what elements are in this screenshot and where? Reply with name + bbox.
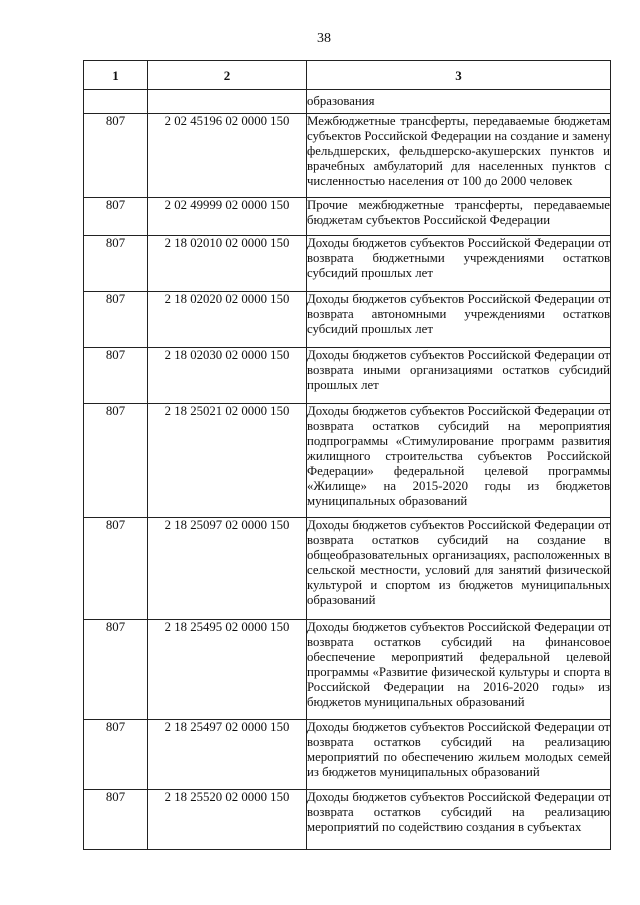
budget-code-cell: 2 18 25021 02 0000 150 <box>148 404 307 518</box>
revenue-name-cell: Доходы бюджетов субъектов Российской Федерации от возврата остатков субсидий на мероприятия подпрограммы «Стимулирование программ развития жилищного строительства субъектов Российской Федерации» федеральной целевой программы «Жилище» на 2015-2020 годы из бюджетов муниципальных образований <box>307 404 611 518</box>
revenue-name-cell: Доходы бюджетов субъектов Российской Федерации от возврата остатков субсидий на финансовое обеспечение мероприятий федеральной целевой программы «Развитие физической культуры и спорта в Российской Федерации на 2016-2020 годы» из бюджетов муниципальных образований <box>307 620 611 720</box>
table-row <box>84 292 611 348</box>
table-header-row <box>84 61 611 90</box>
revenue-name-cell: Доходы бюджетов субъектов Российской Федерации от возврата остатков субсидий на создание в общеобразовательных организациях, расположенных в сельской местности, условий для занятий физической культурой и спортом из бюджетов муниципальных образований <box>307 518 611 620</box>
table-row <box>84 620 611 720</box>
budget-code-cell: 2 18 02030 02 0000 150 <box>148 348 307 404</box>
admin-code-cell: 807 <box>84 518 148 620</box>
table-row <box>84 198 611 236</box>
admin-code-cell: 807 <box>84 292 148 348</box>
admin-code-cell: 807 <box>84 198 148 236</box>
revenue-name-cell: Доходы бюджетов субъектов Российской Федерации от возврата иными организациями остатков субсидий прошлых лет <box>307 348 611 404</box>
budget-code-cell: 2 18 25097 02 0000 150 <box>148 518 307 620</box>
column-header-name: 3 <box>307 61 611 90</box>
admin-code-cell: 807 <box>84 620 148 720</box>
admin-code-cell: 807 <box>84 720 148 790</box>
admin-code-cell <box>84 90 148 114</box>
budget-code-cell: 2 02 45196 02 0000 150 <box>148 114 307 198</box>
admin-code-cell: 807 <box>84 114 148 198</box>
revenue-name-cell: Доходы бюджетов субъектов Российской Федерации от возврата остатков субсидий на реализацию мероприятий по обеспечению жильем молодых семей из бюджетов муниципальных образований <box>307 720 611 790</box>
budget-code-cell: 2 18 25495 02 0000 150 <box>148 620 307 720</box>
admin-code-cell: 807 <box>84 348 148 404</box>
table-row <box>84 114 611 198</box>
page-number: 38 <box>317 31 331 46</box>
admin-code-cell: 807 <box>84 790 148 850</box>
revenue-name-cell: Прочие межбюджетные трансферты, передаваемые бюджетам субъектов Российской Федерации <box>307 198 611 236</box>
table-row <box>84 348 611 404</box>
budget-code-cell: 2 18 02010 02 0000 150 <box>148 236 307 292</box>
budget-code-cell: 2 02 49999 02 0000 150 <box>148 198 307 236</box>
table-row <box>84 518 611 620</box>
column-header-code: 2 <box>148 61 307 90</box>
table-row <box>84 404 611 518</box>
budget-code-cell: 2 18 25497 02 0000 150 <box>148 720 307 790</box>
revenue-name-cell: образования <box>307 90 611 114</box>
table-row <box>84 790 611 850</box>
budget-revenue-table <box>83 60 611 850</box>
budget-code-cell: 2 18 25520 02 0000 150 <box>148 790 307 850</box>
revenue-name-cell: Доходы бюджетов субъектов Российской Федерации от возврата остатков субсидий на реализацию мероприятий по содействию создания в субъектах <box>307 790 611 850</box>
budget-code-cell: 2 18 02020 02 0000 150 <box>148 292 307 348</box>
admin-code-cell: 807 <box>84 236 148 292</box>
table-row <box>84 236 611 292</box>
admin-code-cell: 807 <box>84 404 148 518</box>
table-row <box>84 90 611 114</box>
budget-code-cell <box>148 90 307 114</box>
table-row <box>84 720 611 790</box>
revenue-name-cell: Доходы бюджетов субъектов Российской Федерации от возврата бюджетными учреждениями остатков субсидий прошлых лет <box>307 236 611 292</box>
column-header-admin: 1 <box>84 61 148 90</box>
revenue-name-cell: Межбюджетные трансферты, передаваемые бюджетам субъектов Российской Федерации на создание и замену фельдшерских, фельдшерско-акушерских пунктов и врачебных амбулаторий для населенных пунктов с численностью населения от 100 до 2000 человек <box>307 114 611 198</box>
revenue-name-cell: Доходы бюджетов субъектов Российской Федерации от возврата автономными учреждениями остатков субсидий прошлых лет <box>307 292 611 348</box>
